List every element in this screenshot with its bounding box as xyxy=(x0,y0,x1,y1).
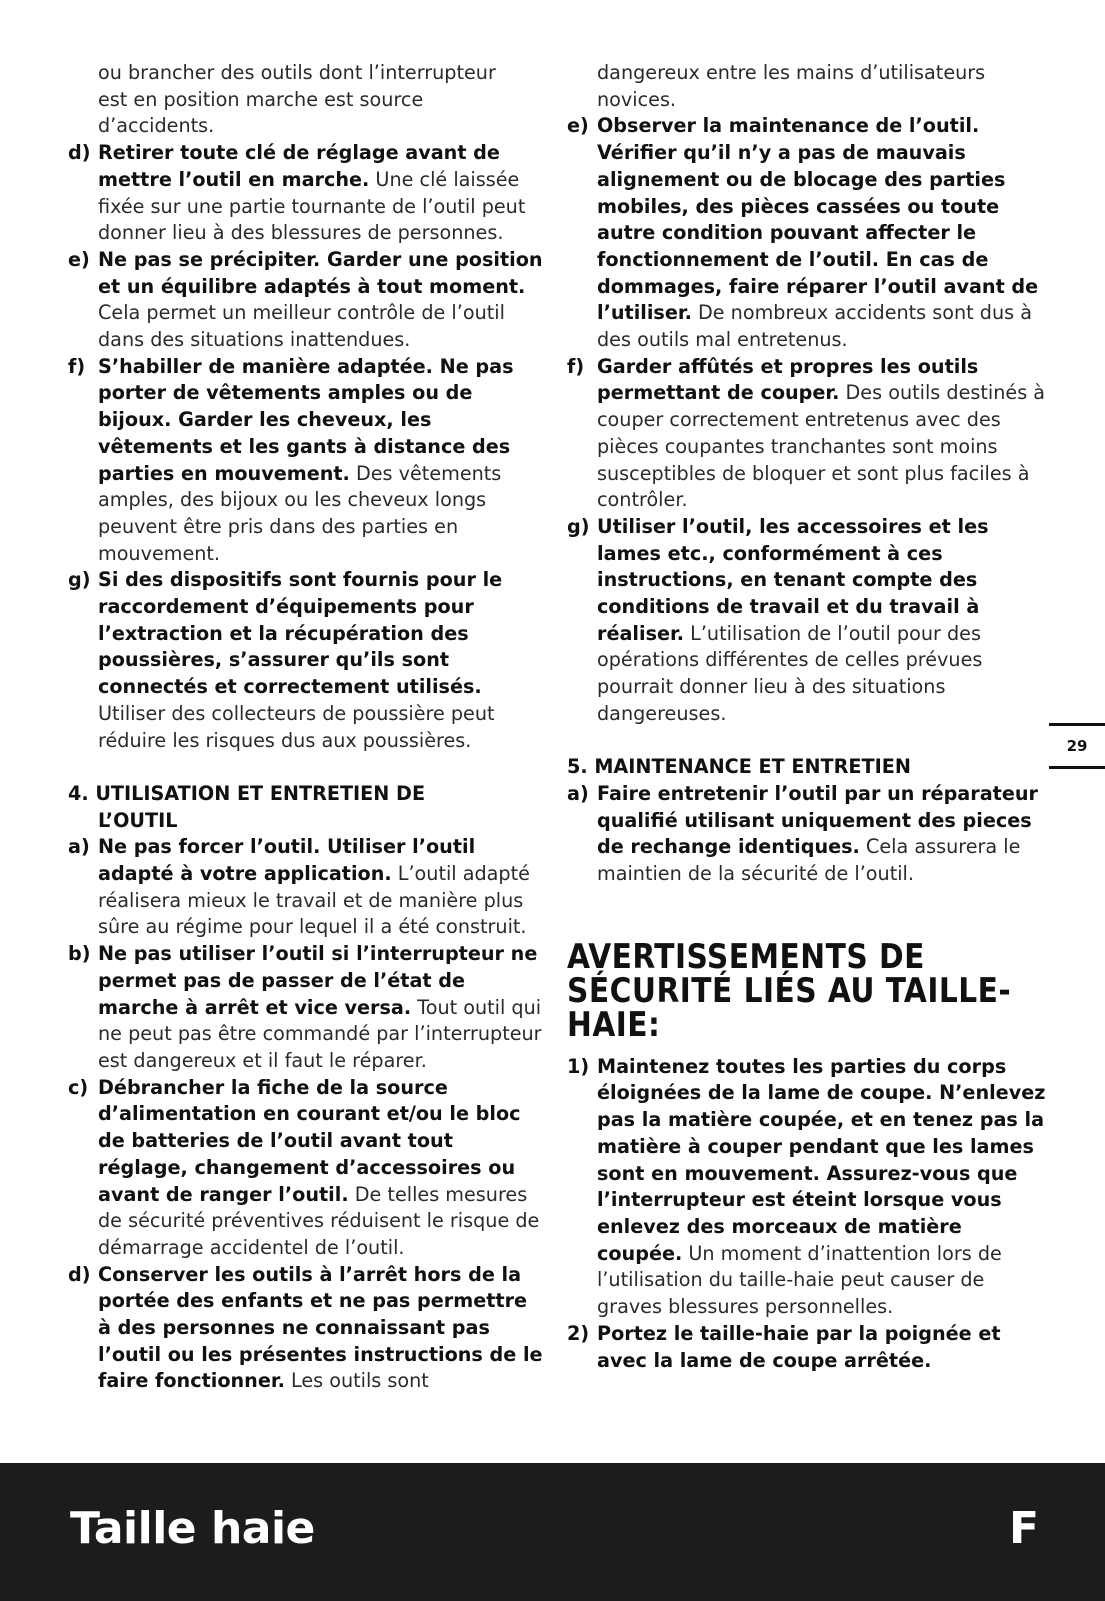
list-item xyxy=(567,514,1049,728)
item-text: L’utilisation de l’outil pour des opérations différentes de celles prévues pourrait donner lieu à des situations dangereuses. xyxy=(597,621,983,725)
item-text: Des outils destinés à couper correctement entretenus avec des pièces coupantes tranchantes sont moins susceptibles de bloquer et sont plus faciles à contrôler. xyxy=(597,381,1046,512)
list-item xyxy=(68,354,546,568)
list-item xyxy=(68,140,546,247)
item-label: 2) xyxy=(567,1321,590,1345)
page-number: 29 xyxy=(1049,723,1105,769)
left-column xyxy=(68,60,546,1395)
item-bold-text: Maintenez toutes les parties du corps éloignées de la lame de coupe. N’enlevez pas la matière coupée, et en tenez pas la matière à couper pendant que les lames sont en mouvement. Assurez-vous que l’interrupteur est éteint lorsque vous enlevez des morceaux de matière coupée. xyxy=(597,1054,1046,1265)
list-item xyxy=(68,941,546,1075)
list-item xyxy=(68,834,546,941)
item-text: De telles mesures de sécurité préventives réduisent le risque de démarrage accidentel de l’outil. xyxy=(98,1182,540,1259)
item-label: a) xyxy=(567,781,589,805)
item-text: L’outil adapté réalisera mieux le travail et de manière plus sûre au régime pour lequel il a été construit. xyxy=(98,862,530,939)
section-heading-line: L’OUTIL xyxy=(98,808,178,832)
text-line: d’accidents. xyxy=(98,114,215,138)
item-label: d) xyxy=(68,1262,91,1286)
list-item xyxy=(567,113,1049,353)
item-text: Utiliser des collecteurs de poussière peut réduire les risques dus aux poussières. xyxy=(98,701,495,752)
item-label: e) xyxy=(567,114,589,138)
item-label: f) xyxy=(567,354,585,378)
text-line: novices. xyxy=(597,87,677,111)
list-item xyxy=(68,1262,546,1396)
footer-title: Taille haie xyxy=(70,1503,315,1554)
item-text: Cela assurera le maintien de la sécurité de l’outil. xyxy=(597,835,1021,886)
section-heading-line: 5. MAINTENANCE ET ENTRETIEN xyxy=(567,755,911,779)
item-label: g) xyxy=(68,568,91,592)
spacer xyxy=(567,888,1049,934)
list-item xyxy=(567,1321,1049,1374)
spacer xyxy=(68,754,546,781)
section-heading-line: 4. UTILISATION ET ENTRETIEN DE xyxy=(68,781,426,805)
item-label: c) xyxy=(68,1075,89,1099)
heading-line: SÉCURITÉ LIÉS AU TAILLE- xyxy=(567,970,1012,1011)
list-item xyxy=(567,354,1049,514)
item-text: Cela permet un meilleur contrôle de l’outil dans des situations inattendues. xyxy=(98,301,505,352)
footer-bar xyxy=(0,1463,1105,1601)
list-item xyxy=(68,567,546,754)
right-intro xyxy=(567,60,1049,113)
item-bold-text: Conserver les outils à l’arrêt hors de la portée des enfants et ne pas permettre à des personnes ne connaissant pas l’outil ou les présentes instructions de le faire fonctionner. xyxy=(98,1262,543,1393)
item-bold-text: Ne pas utiliser l’outil si l’interrupteur ne permet pas de passer de l’état de marche à arrêt et vice versa. xyxy=(98,942,538,1019)
text-line: ou brancher des outils dont l’interrupteur xyxy=(98,61,496,84)
item-text: De nombreux accidents sont dus à des outils mal entretenus. xyxy=(597,301,1032,352)
item-label: e) xyxy=(68,247,90,271)
item-bold-text: Retirer toute clé de réglage avant de mettre l’outil en marche. xyxy=(98,141,500,191)
item-text: Une clé laissée fixée sur une partie tournante de l’outil peut donner lieu à des blessures de personnes. xyxy=(98,167,526,245)
right-column xyxy=(567,60,1049,1374)
item-bold-text: S’habiller de manière adaptée. Ne pas porter de vêtements amples ou de bijoux. Garder les cheveux, les vêtements et les gants à distance des parties en mouvement. xyxy=(98,354,514,485)
heading-line: AVERTISSEMENTS DE xyxy=(567,936,925,977)
item-label: g) xyxy=(567,514,590,538)
list-item xyxy=(567,781,1049,888)
item-label: 1) xyxy=(567,1054,590,1078)
item-bold-text: Ne pas se précipiter. Garder une position et un équilibre adaptés à tout moment. xyxy=(98,247,543,298)
item-text: Tout outil qui ne peut pas être commandé par l’interrupteur est dangereux et il faut le réparer. xyxy=(98,995,542,1072)
item-bold-text: Ne pas forcer l’outil. Utiliser l’outil adapté à votre application. xyxy=(98,835,476,886)
item-bold-text: Si des dispositifs sont fournis pour le raccordement d’équipements pour l’extraction et la récupération des poussières, s’assurer qu’ils sont connectés et correctement utilisés. xyxy=(98,568,503,699)
section-heading-4 xyxy=(68,781,546,834)
list-item xyxy=(567,1054,1049,1321)
list-item xyxy=(68,1075,546,1262)
list-item xyxy=(68,247,546,354)
item-bold-text: Débrancher la fiche de la source d’alimentation en courant et/ou le bloc de batteries de l’outil avant tout réglage, changement d’accessoires ou avant de ranger l’outil. xyxy=(98,1075,521,1206)
text-line: est en position marche est source xyxy=(98,87,424,111)
item-label: d) xyxy=(68,141,91,165)
item-text: Des vêtements amples, des bijoux ou les cheveux longs peuvent être pris dans des parties en mouvement. xyxy=(98,461,502,565)
spacer xyxy=(567,728,1049,755)
left-intro xyxy=(68,60,546,140)
item-bold-text: Garder affûtés et propres les outils permettant de couper. xyxy=(597,354,979,405)
item-bold-text: Utiliser l’outil, les accessoires et les lames etc., conformément à ces instructions, en tenant compte des conditions de travail et du travail à réaliser. xyxy=(597,514,989,645)
item-label: b) xyxy=(68,942,91,966)
item-label: f) xyxy=(68,354,86,378)
item-text: Les outils sont xyxy=(284,1369,429,1393)
text-line: dangereux entre les mains d’utilisateurs xyxy=(597,61,986,84)
section-heading-5 xyxy=(567,754,1049,781)
item-label: a) xyxy=(68,835,90,859)
heading-line: HAIE: xyxy=(567,1004,661,1045)
item-text: Un moment d’inattention lors de l’utilisation du taille-haie peut causer de graves blessures personnelles. xyxy=(597,1241,1002,1319)
language-marker: F xyxy=(1008,1503,1039,1554)
warnings-heading xyxy=(567,936,1035,1045)
item-bold-text: Portez le taille-haie par la poignée et avec la lame de coupe arrêtée. xyxy=(597,1321,1001,1372)
item-bold-text: Faire entretenir l’outil par un réparateur qualifié utilisant uniquement des pieces de rechange identiques. xyxy=(597,781,1038,859)
item-bold-text: Observer la maintenance de l’outil. Vérifier qu’il n’y a pas de mauvais alignement ou de blocage des parties mobiles, des pièces cassées ou toute autre condition pouvant affecter le fonctionnement de l’outil. En cas de dommages, faire réparer l’outil avant de l’utiliser. xyxy=(597,114,1039,325)
